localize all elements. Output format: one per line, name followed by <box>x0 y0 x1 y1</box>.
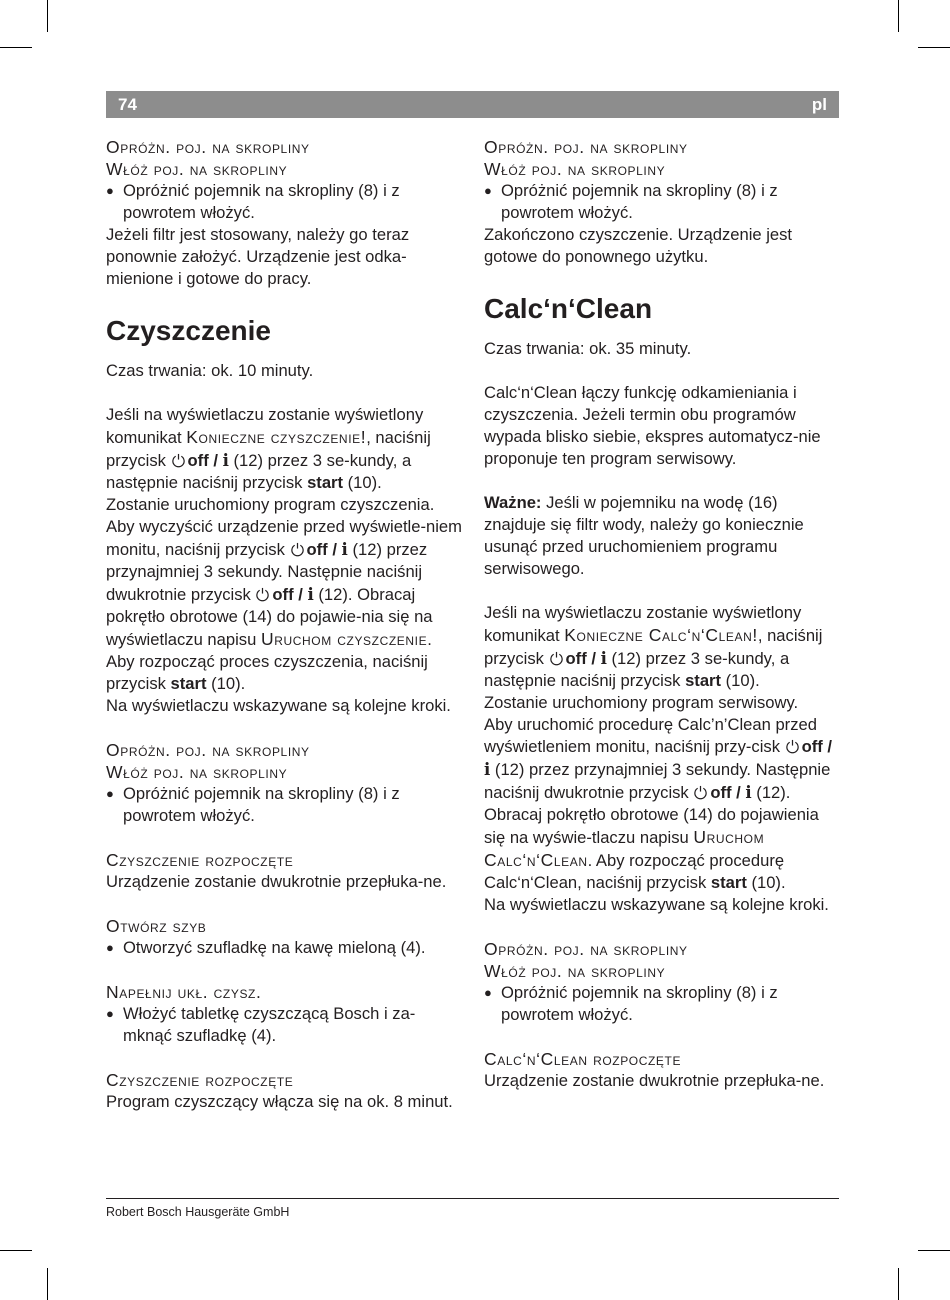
display-message: Konieczne Calc‘n‘Clean! <box>564 625 758 645</box>
footer-company: Robert Bosch Hausgeräte GmbH <box>106 1205 290 1219</box>
paragraph: Zostanie uruchomiony program serwisowy. <box>484 693 799 712</box>
paragraph: Jeśli na wyświetlaczu zostanie wyświetlony komunikat Konieczne Calc‘n‘Clean!, naciśnij przycisk off / i (12) przez 3 se-kundy, a następnie naciśnij przycisk start (10). <box>484 603 823 690</box>
paragraph: Urządzenie zostanie dwukrotnie przepłuka-ne. <box>106 872 447 891</box>
display-message: Włóż poj. na skropliny <box>484 961 666 981</box>
info-icon: i <box>484 759 491 779</box>
power-button-icon <box>255 587 270 602</box>
display-message: Calc‘n‘Clean rozpoczęte <box>484 1049 682 1069</box>
crop-mark <box>0 47 32 48</box>
note-label: Ważne: <box>484 493 542 512</box>
bullet-item: ● Opróżnić pojemnik na skropliny (8) i z powrotem włożyć. <box>106 180 462 224</box>
display-message: Czyszczenie rozpoczęte <box>106 850 294 870</box>
language-code: pl <box>811 95 827 114</box>
crop-mark <box>47 0 48 32</box>
display-message: Włóż poj. na skropliny <box>106 762 288 782</box>
crop-mark <box>898 0 899 32</box>
paragraph: Program czyszczący włącza się na ok. 8 minut. <box>106 1092 453 1111</box>
paragraph: Jeżeli filtr jest stosowany, należy go teraz ponownie założyć. Urządzenie jest odka-mienione i gotowe do pracy. <box>106 225 410 288</box>
display-message: Konieczne czyszczenie! <box>186 427 367 447</box>
crop-mark <box>918 1250 950 1251</box>
bullet-item: ● Opróżnić pojemnik na skropliny (8) i z powrotem włożyć. <box>106 783 462 827</box>
display-message: Włóż poj. na skropliny <box>106 159 288 179</box>
bullet-item: ● Otworzyć szufladkę na kawę mieloną (4). <box>106 937 462 959</box>
power-button-icon <box>785 739 800 754</box>
display-message: Opróżn. poj. na skropliny <box>484 939 688 959</box>
crop-mark <box>918 47 950 48</box>
display-message: Napełnij ukł. czysz. <box>106 982 262 1002</box>
info-icon: i <box>600 648 607 668</box>
display-message: Otwórz szyb <box>106 916 207 936</box>
display-message: Czyszczenie rozpoczęte <box>106 1070 294 1090</box>
display-message: Uruchom czyszczenie <box>260 629 428 649</box>
paragraph: Na wyświetlaczu wskazywane są kolejne kroki. <box>484 895 829 914</box>
info-icon: i <box>745 782 752 802</box>
duration-text: Czas trwania: ok. 35 minuty. <box>484 339 692 358</box>
paragraph: Zakończono czyszczenie. Urządzenie jest gotowe do ponownego użytku. <box>484 225 793 266</box>
section-heading: Calc‘n‘Clean <box>484 293 653 324</box>
info-icon: i <box>341 539 348 559</box>
footer-rule <box>106 1198 839 1199</box>
display-message: Opróżn. poj. na skropliny <box>106 137 310 157</box>
page-number: 74 <box>118 95 137 114</box>
crop-mark <box>47 1268 48 1300</box>
power-button-icon <box>290 542 305 557</box>
important-note: Ważne: Jeśli w pojemniku na wodę (16) znajduje się filtr wody, należy go koniecznie usunąć przed uruchomieniem programu serwisowego. <box>484 493 804 578</box>
bullet-item: ● Włożyć tabletkę czyszczącą Bosch i za-mknąć szufladkę (4). <box>106 1003 462 1047</box>
paragraph: Aby wyczyścić urządzenie przed wyświetle-niem monitu, naciśnij przycisk off / i (12) przez przynajmniej 3 sekundy. Następnie naciśnij dwukrotnie przycisk off / i (12). Obracaj pokrętło obrotowe (14) do pojawie-nia się na wyświetlaczu napisu Uruchom czyszczenie. Aby rozpocząć proces czyszczenia, naciśnij przycisk start (10). <box>106 517 462 693</box>
power-button-icon <box>693 785 708 800</box>
paragraph: Zostanie uruchomiony program czyszczenia. <box>106 495 435 514</box>
bullet-item: ● Opróżnić pojemnik na skropliny (8) i z powrotem włożyć. <box>484 982 840 1026</box>
display-message: Opróżn. poj. na skropliny <box>484 137 688 157</box>
info-icon: i <box>222 450 229 470</box>
paragraph: Calc‘n‘Clean łączy funkcję odkamieniania i czyszczenia. Jeżeli termin obu programów wypada blisko siebie, ekspres automatycz-nie proponuje ten program serwisowy. <box>484 383 821 468</box>
power-button-icon <box>171 453 186 468</box>
page-header-bar <box>106 91 839 118</box>
section-heading: Czyszczenie <box>106 315 271 346</box>
right-column <box>484 136 840 1092</box>
display-message: Uruchom Calc‘n‘Clean <box>484 827 765 870</box>
paragraph: Urządzenie zostanie dwukrotnie przepłuka-ne. <box>484 1071 825 1090</box>
duration-text: Czas trwania: ok. 10 minuty. <box>106 361 314 380</box>
paragraph: Na wyświetlaczu wskazywane są kolejne kroki. <box>106 696 451 715</box>
left-column <box>106 136 462 1113</box>
display-message: Włóż poj. na skropliny <box>484 159 666 179</box>
info-icon: i <box>307 584 314 604</box>
display-message: Opróżn. poj. na skropliny <box>106 740 310 760</box>
power-button-icon <box>549 651 564 666</box>
paragraph: Aby uruchomić procedurę Calc’n’Clean przed wyświetleniem monitu, naciśnij przy-cisk off / i (12) przez przynajmniej 3 sekundy. Następnie naciśnij dwukrotnie przycisk off / i (12). Obracaj pokrętło obrotowe (14) do pojawienia się na wyświe-tlaczu napisu Uruchom Calc‘n‘Clean. Aby rozpocząć procedurę Calc‘n‘Clean, naciśnij przycisk start (10). <box>484 715 833 892</box>
paragraph: Jeśli na wyświetlaczu zostanie wyświetlony komunikat Konieczne czyszczenie!, naciśnij przycisk off / i (12) przez 3 se-kundy, a następnie naciśnij przycisk start (10). <box>106 405 431 492</box>
crop-mark <box>898 1268 899 1300</box>
crop-mark <box>0 1250 32 1251</box>
bullet-item: ● Opróżnić pojemnik na skropliny (8) i z powrotem włożyć. <box>484 180 840 224</box>
